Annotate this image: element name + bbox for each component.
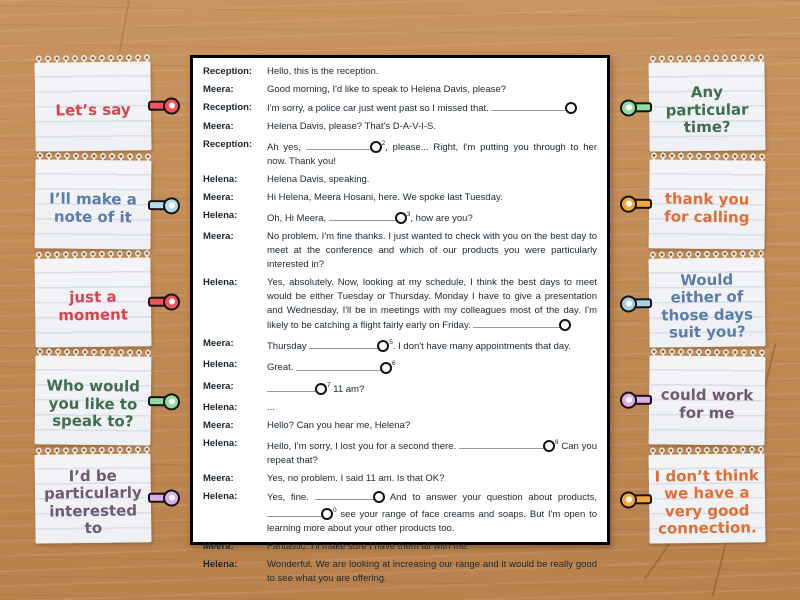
answer-card[interactable] xyxy=(648,257,765,347)
connector-pin-icon[interactable] xyxy=(620,295,652,312)
blank-target-icon[interactable] xyxy=(380,362,392,374)
dialogue-sheet xyxy=(190,55,610,585)
blank-underline xyxy=(315,490,377,500)
blank-number: 2 xyxy=(381,140,386,147)
dialogue-text: ... xyxy=(267,401,275,413)
dialogue-text: Good morning, I'd like to speak to Helena Davis, please? xyxy=(267,84,506,95)
speaker-label: Helena: xyxy=(203,437,238,449)
pin-ring[interactable] xyxy=(163,393,180,410)
connector-pin-icon[interactable] xyxy=(620,195,652,212)
answer-blank[interactable] xyxy=(473,320,571,331)
connector-pin-icon[interactable] xyxy=(620,99,652,116)
blank-number: 6 xyxy=(392,360,396,368)
answer-card[interactable] xyxy=(35,355,152,445)
dialogue-line xyxy=(203,437,597,468)
pin-ring[interactable] xyxy=(163,97,180,114)
answer-card[interactable] xyxy=(34,61,151,151)
connector-pin-icon[interactable] xyxy=(148,393,180,410)
blank-underline xyxy=(473,318,563,328)
speaker-label: Reception: xyxy=(203,102,253,113)
dialogue-line xyxy=(203,120,597,134)
dialogue-text: Hello? Can you hear me, Helena? xyxy=(267,419,411,431)
dialogue-text: $^7$ 11 am? xyxy=(267,380,597,397)
blank-underline xyxy=(306,140,374,150)
blank-underline xyxy=(329,211,399,221)
dialogue-line xyxy=(203,191,597,205)
blank-number: 7 xyxy=(327,381,331,389)
connector-pin-icon[interactable] xyxy=(148,197,180,214)
speaker-label: Meera: xyxy=(203,419,234,431)
dialogue-text: Wonderful. We are looking at increasing our range and it would be really good to see what you are offering. xyxy=(267,559,597,585)
dialogue-line xyxy=(203,65,597,79)
speaker-label: Meera: xyxy=(203,541,234,553)
pin-ring[interactable] xyxy=(163,197,180,214)
blank-underline xyxy=(309,339,381,349)
blank-underline xyxy=(296,361,384,371)
answer-card-label: Let’s say xyxy=(55,100,131,120)
blank-target-icon[interactable] xyxy=(377,340,389,352)
pin-ring[interactable] xyxy=(620,295,637,312)
answer-card[interactable] xyxy=(34,453,151,543)
dialogue-line xyxy=(203,540,597,554)
connector-pin-icon[interactable] xyxy=(148,293,180,310)
dialogue-text: Yes, fine. And to answer your question about products, $^0$ see your range of face creams and soaps. But I'm open to learning more about your other products too. xyxy=(267,491,597,535)
connector-pin-icon[interactable] xyxy=(620,391,652,408)
blank-number: 0 xyxy=(333,506,337,514)
dialogue-line xyxy=(203,173,597,187)
dialogue-line xyxy=(203,401,597,415)
blank-target-icon[interactable] xyxy=(370,141,382,153)
dialogue-text: Helena Davis, speaking. xyxy=(267,174,370,186)
speaker-label: Meera: xyxy=(203,380,234,392)
dialogue-text: Oh, Hi Meera, $^3$, how are you? xyxy=(267,211,473,225)
blank-number: 8 xyxy=(554,438,559,446)
dialogue-text: I'm sorry, a police car just went past so I missed that. xyxy=(267,101,597,116)
dialogue-text: Yes, absolutely. Now, looking at my schedule, I think the best days to meet would be either Tuesday or Thursday. Monday I have to give a presentation and Wednesday, I'll be in meetings with my colleagues most of the day. I'm likely to be catching a flight fairly early on Friday. xyxy=(267,277,597,332)
pin-ring[interactable] xyxy=(620,195,637,212)
answer-blank[interactable] xyxy=(329,213,411,224)
speaker-label: Helena: xyxy=(203,210,238,222)
pin-ring[interactable] xyxy=(620,391,637,408)
dialogue-text: Yes, no problem. I said 11 am. Is that OK? xyxy=(267,472,445,484)
blank-number: 5 xyxy=(389,339,393,347)
speaker-label: Helena: xyxy=(203,359,238,371)
dialogue-text: No problem. I'm fine thanks. I just wanted to check with you on the best day to meet at the conference and which of our products you were particularly interested in? xyxy=(267,231,597,271)
answer-blank[interactable] xyxy=(267,506,337,520)
dialogue-line xyxy=(203,380,597,397)
pin-ring[interactable] xyxy=(163,489,180,506)
pin-ring[interactable] xyxy=(620,99,637,116)
speaker-label: Meera: xyxy=(203,84,234,95)
dialogue-line xyxy=(203,83,597,97)
right-card-column xyxy=(649,62,765,543)
blank-target-icon[interactable] xyxy=(543,440,555,452)
answer-card[interactable] xyxy=(649,159,766,249)
dialogue-line xyxy=(203,490,597,536)
dialogue-line xyxy=(203,138,597,169)
speaker-label: Helena: xyxy=(203,174,238,186)
blank-underline xyxy=(267,382,319,392)
connector-pin-icon[interactable] xyxy=(148,97,180,114)
speaker-label: Helena: xyxy=(203,277,238,289)
dialogue-line xyxy=(203,337,597,354)
answer-card[interactable] xyxy=(35,159,152,249)
answer-card-label: thank you for calling xyxy=(664,189,750,226)
speaker-label: Meera: xyxy=(203,231,234,243)
blank-target-icon[interactable] xyxy=(321,508,333,520)
connector-pin-icon[interactable] xyxy=(148,489,180,506)
answer-card-label: I’ll make a note of it xyxy=(49,189,137,226)
blank-target-icon[interactable] xyxy=(395,212,407,224)
speaker-label: Meera: xyxy=(203,338,234,350)
speaker-label: Meera: xyxy=(203,121,234,132)
dialogue-text: Ah yes, $^2$, please... Right, I'm putting you through to her now. Thank you! xyxy=(267,140,597,168)
blank-number: 3 xyxy=(406,211,411,219)
answer-blank[interactable] xyxy=(459,438,559,452)
speaker-label: Helena: xyxy=(203,401,238,413)
blank-target-icon[interactable] xyxy=(373,491,385,503)
speaker-label: Helena: xyxy=(203,559,238,571)
speaker-label: Reception: xyxy=(203,139,253,150)
answer-card-label: I’d be particularly interested to xyxy=(43,466,142,538)
blank-underline xyxy=(491,101,569,111)
answer-blank[interactable] xyxy=(491,103,577,114)
dialogue-text: Hello, I'm sorry, I lost you for a second there. $^8$ Can you repeat that? xyxy=(267,438,597,466)
answer-card[interactable] xyxy=(34,257,151,347)
dialogue-text: Hello, this is the reception. xyxy=(267,66,379,77)
dialogue-line xyxy=(203,276,597,333)
dialogue-line xyxy=(203,419,597,433)
pin-ring[interactable] xyxy=(620,491,637,508)
dialogue-text: Hi Helena, Meera Hosani, here. We spoke last Tuesday. xyxy=(267,192,503,204)
dialogue-line xyxy=(203,230,597,272)
connector-pin-icon[interactable] xyxy=(620,491,652,508)
answer-card-label: Any particular time? xyxy=(665,83,749,137)
answer-blank[interactable] xyxy=(267,381,331,395)
dialogue-line xyxy=(203,101,597,116)
blank-target-icon[interactable] xyxy=(315,383,327,395)
pin-ring[interactable] xyxy=(163,293,180,310)
speaker-label: Meera: xyxy=(203,472,234,484)
answer-card-label: Who would you like to speak to? xyxy=(46,376,140,431)
blank-target-icon[interactable] xyxy=(559,319,571,331)
answer-card[interactable] xyxy=(648,61,765,151)
answer-blank[interactable] xyxy=(296,360,396,374)
dialogue-text: Great. $^6$ xyxy=(267,360,396,374)
dialogue-text: Thursday $^5$. I don't have many appointments that day. xyxy=(267,339,571,353)
answer-card-label: I don’t think we have a very good connection. xyxy=(654,465,759,538)
answer-blank[interactable] xyxy=(306,142,386,153)
blank-underline xyxy=(459,439,547,449)
dialogue-line xyxy=(203,558,597,586)
answer-card-label: just a moment xyxy=(58,287,129,324)
dialogue-line xyxy=(203,472,597,486)
answer-card[interactable] xyxy=(649,355,766,445)
left-card-column xyxy=(35,62,151,543)
dialogue-text: Fantastic. I'll make sure I have them all with me. xyxy=(267,541,469,553)
answer-blank[interactable] xyxy=(309,341,393,352)
dialogue-line xyxy=(203,358,597,375)
speaker-label: Meera: xyxy=(203,192,234,204)
blank-target-icon[interactable] xyxy=(565,102,577,114)
dialogue-line xyxy=(203,209,597,226)
answer-card-label: could work for me xyxy=(660,385,754,422)
dialogue-text: Helena Davis, please? That's D-A-V-I-S. xyxy=(267,121,437,132)
answer-card[interactable] xyxy=(648,453,765,543)
speaker-label: Reception: xyxy=(203,66,253,77)
speaker-label: Helena: xyxy=(203,490,238,502)
answer-card-label: Would either of those days suit you? xyxy=(661,270,754,342)
answer-blank[interactable] xyxy=(315,492,385,503)
blank-underline xyxy=(267,507,325,517)
